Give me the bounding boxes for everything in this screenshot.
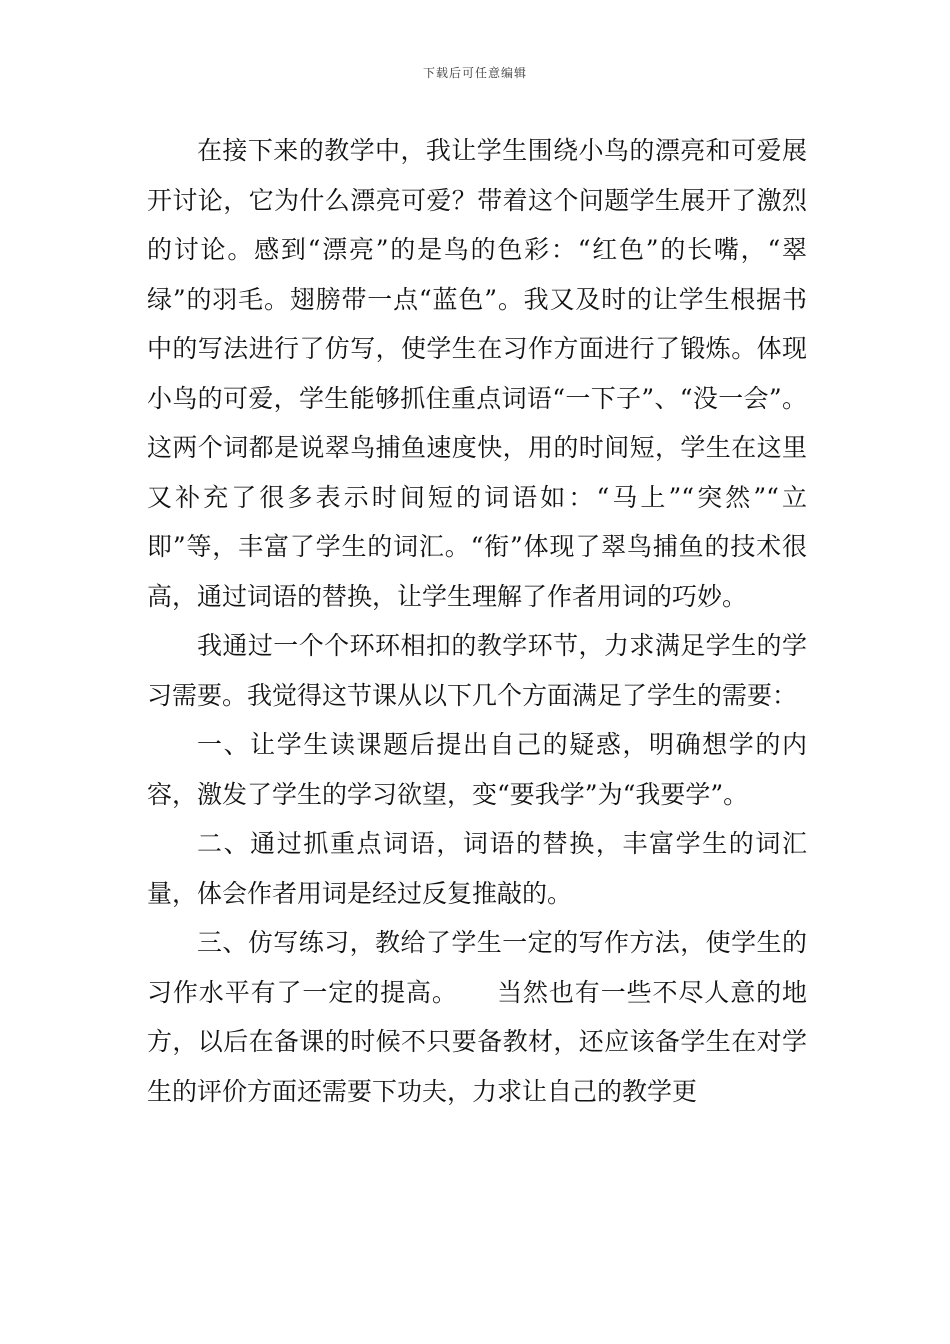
paragraph-point-two: 二、通过抓重点词语，词语的替换，丰富学生的词汇量，体会作者用词是经过反复推敲的。 [147,829,807,908]
header-note: 下载后可任意编辑 [422,66,527,80]
paragraph-point-three: 三、仿写练习，教给了学生一定的写作方法，使学生的习作水平有了一定的提高。 当然也有一些不尽人意的地方，以后在备课的时候不只要备教材，还应该备学生在对学生的评价方面还需要下功夫，力求让自己的教学更 [147,928,807,1106]
paragraph-point-one: 一、让学生读课题后提出自己的疑惑，明确想学的内容，激发了学生的学习欲望，变“要我学”为“我要学”。 [147,730,807,809]
paragraph-lesson-discussion: 在接下来的教学中，我让学生围绕小鸟的漂亮和可爱展开讨论，它为什么漂亮可爱？带着这个问题学生展开了激烈的讨论。感到“漂亮”的是鸟的色彩：“红色”的长嘴，“翠绿”的羽毛。翅膀带一点“蓝色”。我又及时的让学生根据书中的写法进行了仿写，使学生在习作方面进行了锻炼。体现小鸟的可爱，学生能够抓住重点词语“一下子”、“没一会”。这两个词都是说翠鸟捕鱼速度快，用的时间短，学生在这里又补充了很多表示时间短的词语如：“马上”“突然”“立即”等，丰富了学生的词汇。“衔”体现了翠鸟捕鱼的技术很高，通过词语的替换，让学生理解了作者用词的巧妙。 [147,136,807,611]
paragraph-teaching-goals: 我通过一个个环环相扣的教学环节，力求满足学生的学习需要。我觉得这节课从以下几个方面满足了学生的需要： [147,631,807,710]
document-body [147,126,807,1116]
